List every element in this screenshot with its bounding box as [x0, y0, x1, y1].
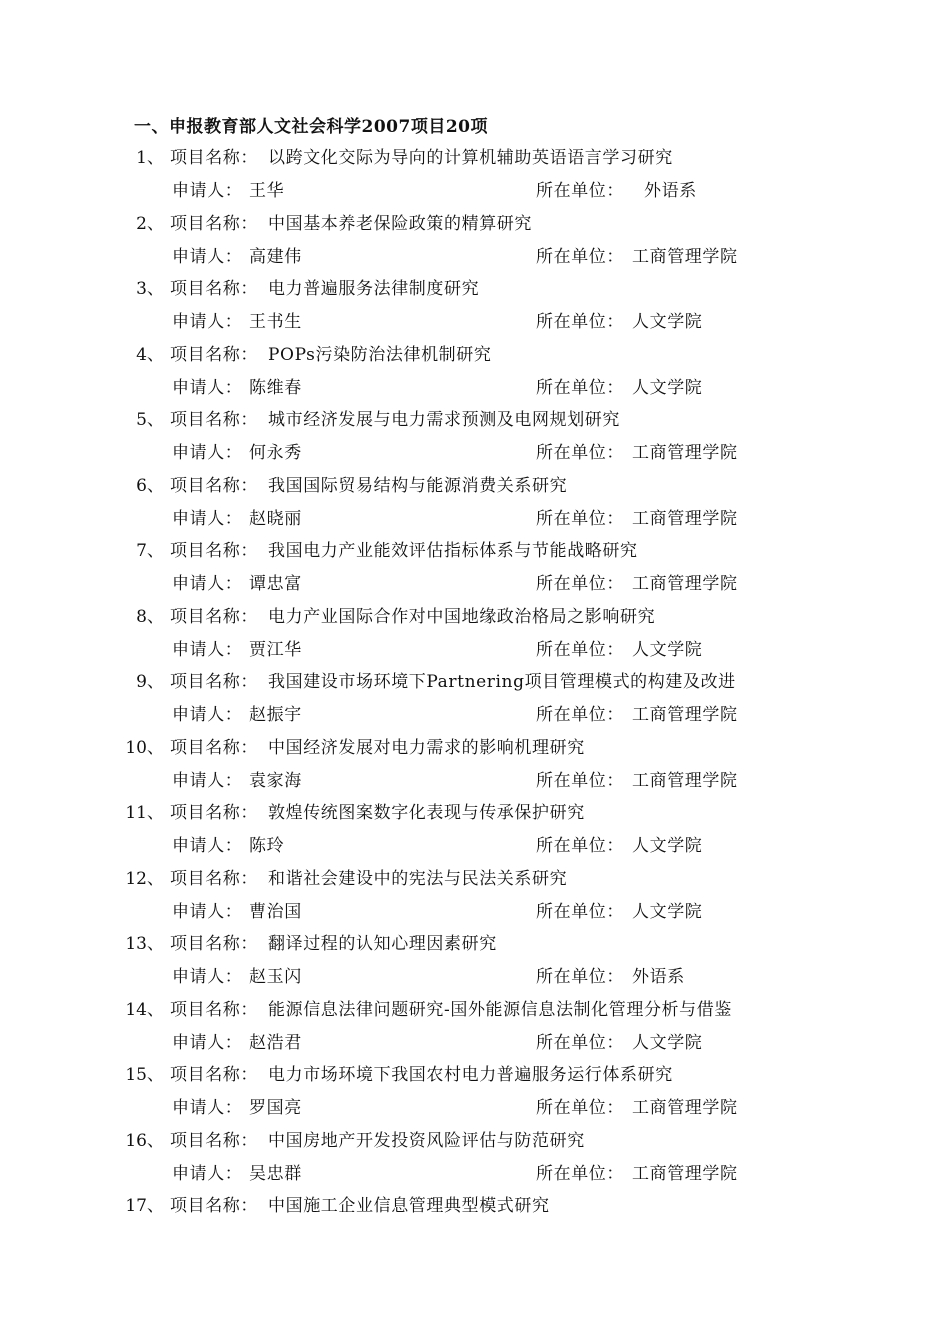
- applicant-label: 申请人：: [172, 443, 243, 463]
- applicant-label: 申请人：: [172, 1032, 243, 1053]
- project-entry: [0, 538, 950, 604]
- unit-label: 所在单位：: [536, 705, 624, 725]
- applicant-label: 申请人：: [172, 1098, 243, 1118]
- project-name-label: 项目名称：: [170, 344, 258, 365]
- project-name: 城市经济发展与电力需求预测及电网规划研究: [268, 410, 620, 430]
- project-name: 电力市场环境下我国农村电力普遍服务运行体系研究: [268, 1065, 673, 1085]
- entry-number: 10、: [125, 737, 164, 758]
- applicant-label: 申请人：: [172, 901, 243, 922]
- unit-name: 工商管理学院: [632, 574, 738, 594]
- project-name-label: 项目名称：: [170, 1130, 258, 1151]
- applicant-label: 申请人：: [172, 377, 243, 398]
- unit-name: 人文学院: [632, 836, 703, 856]
- entry-number: 17、: [125, 1196, 164, 1216]
- entry-number: 16、: [125, 1130, 164, 1151]
- entry-number: 6、: [136, 475, 164, 496]
- applicant-name: 罗国亮: [249, 1098, 302, 1118]
- applicant-name: 吴忠群: [249, 1163, 302, 1184]
- project-name: 电力普遍服务法律制度研究: [268, 279, 480, 299]
- project-name: 中国基本养老保险政策的精算研究: [268, 213, 532, 234]
- applicant-name: 赵晓丽: [249, 508, 302, 529]
- project-entry: [0, 931, 950, 997]
- project-name-label: 项目名称：: [170, 737, 258, 758]
- applicant-label: 申请人：: [172, 967, 243, 987]
- applicant-name: 何永秀: [249, 443, 302, 463]
- applicant-label: 申请人：: [172, 508, 243, 529]
- applicant-name: 陈维春: [249, 377, 302, 398]
- project-name-label: 项目名称：: [170, 1196, 258, 1216]
- project-entry: [0, 407, 950, 473]
- unit-name: 工商管理学院: [632, 770, 738, 791]
- project-name-label: 项目名称：: [170, 410, 258, 430]
- project-entry: [0, 145, 950, 211]
- entry-number: 14、: [125, 999, 164, 1020]
- applicant-name: 高建伟: [249, 246, 302, 267]
- project-name-label: 项目名称：: [170, 475, 258, 496]
- applicant-name: 王书生: [249, 312, 302, 332]
- applicant-label: 申请人：: [172, 246, 243, 267]
- project-name-label: 项目名称：: [170, 672, 258, 692]
- unit-label: 所在单位：: [536, 246, 624, 267]
- entry-number: 1、: [136, 148, 164, 168]
- project-entry: [0, 735, 950, 801]
- applicant-name: 贾江华: [249, 639, 302, 660]
- project-name-label: 项目名称：: [170, 606, 258, 627]
- unit-label: 所在单位：: [536, 312, 624, 332]
- unit-label: 所在单位：: [536, 377, 624, 398]
- entry-number: 9、: [136, 672, 164, 692]
- applicant-name: 赵振宇: [249, 705, 302, 725]
- project-name: 翻译过程的认知心理因素研究: [268, 934, 497, 954]
- applicant-name: 袁家海: [249, 770, 302, 791]
- unit-name: 工商管理学院: [632, 443, 738, 463]
- project-entry: [0, 1062, 950, 1128]
- entry-number: 7、: [136, 541, 164, 561]
- project-name: 和谐社会建设中的宪法与民法关系研究: [268, 868, 568, 889]
- entry-number: 4、: [136, 344, 164, 365]
- project-name: 中国施工企业信息管理典型模式研究: [268, 1196, 550, 1216]
- applicant-label: 申请人：: [172, 705, 243, 725]
- unit-label: 所在单位：: [536, 508, 624, 529]
- applicant-name: 陈玲: [249, 836, 285, 856]
- project-name: 中国房地产开发投资风险评估与防范研究: [268, 1130, 585, 1151]
- project-entry: [0, 342, 950, 408]
- applicant-name: 曹治国: [249, 901, 302, 922]
- project-name-label: 项目名称：: [170, 934, 258, 954]
- applicant-label: 申请人：: [172, 836, 243, 856]
- entry-number: 2、: [136, 213, 164, 234]
- unit-label: 所在单位：: [536, 770, 624, 791]
- project-name: 敦煌传统图案数字化表现与传承保护研究: [268, 803, 585, 823]
- project-entry: [0, 997, 950, 1063]
- project-name: 我国建设市场环境下Partnering项目管理模式的构建及改进: [268, 672, 736, 692]
- unit-label: 所在单位：: [536, 967, 624, 987]
- unit-label: 所在单位：: [536, 574, 624, 594]
- unit-name: 外语系: [632, 181, 697, 201]
- unit-label: 所在单位：: [536, 1098, 624, 1118]
- unit-name: 人文学院: [632, 1032, 703, 1053]
- entry-number: 3、: [136, 279, 164, 299]
- project-name-label: 项目名称：: [170, 148, 258, 168]
- entry-number: 11、: [125, 803, 164, 823]
- unit-name: 工商管理学院: [632, 508, 738, 529]
- applicant-name: 赵玉闪: [249, 967, 302, 987]
- applicant-label: 申请人：: [172, 770, 243, 791]
- applicant-name: 赵浩君: [249, 1032, 302, 1053]
- project-entry: [0, 473, 950, 539]
- unit-name: 工商管理学院: [632, 1098, 738, 1118]
- applicant-label: 申请人：: [172, 181, 243, 201]
- applicant-name: 谭忠富: [249, 574, 302, 594]
- project-entry: [0, 1128, 950, 1194]
- project-name-label: 项目名称：: [170, 803, 258, 823]
- entry-number: 5、: [136, 410, 164, 430]
- unit-label: 所在单位：: [536, 181, 624, 201]
- unit-label: 所在单位：: [536, 836, 624, 856]
- entry-number: 13、: [125, 934, 164, 954]
- project-name-label: 项目名称：: [170, 1065, 258, 1085]
- unit-name: 人文学院: [632, 377, 703, 398]
- applicant-name: 王华: [249, 181, 285, 201]
- unit-label: 所在单位：: [536, 1032, 624, 1053]
- unit-name: 工商管理学院: [632, 705, 738, 725]
- unit-label: 所在单位：: [536, 901, 624, 922]
- project-entry: [0, 604, 950, 670]
- project-entry: [0, 211, 950, 277]
- unit-label: 所在单位：: [536, 443, 624, 463]
- entry-number: 8、: [136, 606, 164, 627]
- section-heading: 一、申报教育部人文社会科学2007项目20项: [134, 117, 488, 137]
- project-name-label: 项目名称：: [170, 999, 258, 1020]
- applicant-label: 申请人：: [172, 1163, 243, 1184]
- unit-name: 外语系: [632, 967, 685, 987]
- project-name: 电力产业国际合作对中国地缘政治格局之影响研究: [268, 606, 656, 627]
- unit-name: 人文学院: [632, 639, 703, 660]
- applicant-label: 申请人：: [172, 574, 243, 594]
- unit-label: 所在单位：: [536, 1163, 624, 1184]
- project-name: 中国经济发展对电力需求的影响机理研究: [268, 737, 585, 758]
- unit-name: 工商管理学院: [632, 1163, 738, 1184]
- applicant-label: 申请人：: [172, 639, 243, 660]
- project-name-label: 项目名称：: [170, 868, 258, 889]
- project-name-label: 项目名称：: [170, 213, 258, 234]
- project-entry: [0, 1193, 950, 1259]
- project-name: 以跨文化交际为导向的计算机辅助英语语言学习研究: [268, 148, 673, 168]
- project-entry: [0, 800, 950, 866]
- project-name: 我国电力产业能效评估指标体系与节能战略研究: [268, 541, 638, 561]
- unit-name: 人文学院: [632, 901, 703, 922]
- unit-label: 所在单位：: [536, 639, 624, 660]
- project-name-label: 项目名称：: [170, 279, 258, 299]
- project-name: POPs污染防治法律机制研究: [268, 344, 492, 365]
- entry-number: 12、: [125, 868, 164, 889]
- project-entry: [0, 669, 950, 735]
- project-list: [0, 145, 950, 1259]
- unit-name: 人文学院: [632, 312, 703, 332]
- project-name-label: 项目名称：: [170, 541, 258, 561]
- project-entry: [0, 276, 950, 342]
- project-name: 我国国际贸易结构与能源消费关系研究: [268, 475, 568, 496]
- unit-name: 工商管理学院: [632, 246, 738, 267]
- applicant-label: 申请人：: [172, 312, 243, 332]
- entry-number: 15、: [125, 1065, 164, 1085]
- project-entry: [0, 866, 950, 932]
- project-name: 能源信息法律问题研究-国外能源信息法制化管理分析与借鉴: [268, 999, 732, 1020]
